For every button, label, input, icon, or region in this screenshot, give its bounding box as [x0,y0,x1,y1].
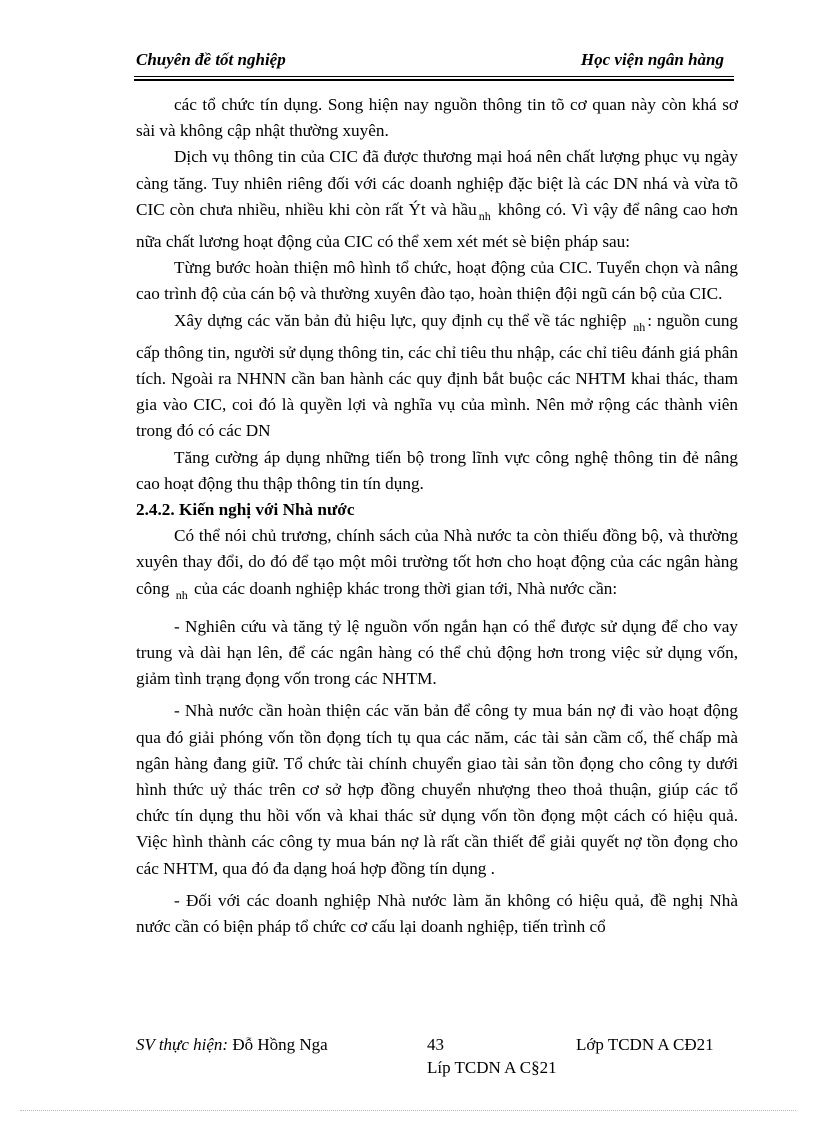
header-left: Chuyên đề tốt nghiệp [136,50,286,69]
header-right: Học viện ngân hàng [580,50,724,69]
header-rule-thick [134,79,734,81]
footer-author [136,1035,328,1055]
paragraph: Tăng cường áp dụng những tiến bộ trong lĩnh vực công nghệ thông tin đẻ nâng cao hoạt động thu thập thông tin tín dụng. [136,447,738,493]
paragraph-text: : nguồn cung cấp thông tin, người sử dụng thông tin, các chỉ tiêu thu nhập, các chỉ tiêu đánh giá phân tích. Ngoài ra NHNN cần ban hành các quy định bắt buộc các NHTM khai thác, tham gia vào CIC, coi đó là quyền lợi và nghĩa vụ của mình. Nên mở rộng các thành viên trong đó có các DN [136,310,739,441]
paragraph-text: Xây dựng các văn bản đủ hiệu lực, quy định cụ thể về tác nghiệp [174,310,627,330]
section-heading: 2.4.2. Kiến nghị với Nhà nước [136,500,355,520]
paragraph-text: không có. Vì vậy để nâng cao hơn nữa chất lương hoạt động của CIC có thể xem xét mét sè biện pháp sau: [136,199,739,252]
page-bottom-border [20,1110,796,1111]
bullet-paragraph: - Nhà nước cần hoàn thiện các văn bản để công ty mua bán nợ đi vào hoạt động qua đó giải phóng vốn tồn đọng tích tụ qua các năm, các tài sản cầm cố, thế chấp mà ngân hàng đang giữ. Tổ chức tài chính chuyển giao tài sản tồn đọng cho công ty dưới hình thức uỷ thác trên cơ sở hợp đồng chuyển nhượng theo thoả thuận, giúp các tổ chức tín dụng thu hồi vốn và khai thác sử dụng vốn tồn đọng một cách có hiệu quả. Việc hình thành các công ty mua bán nợ là rất cần thiết để giải quyết nợ tồn đọng cho các NHTM, qua đó đa dạng hoá hợp đồng tín dụng . [136,701,738,878]
footer-class-garbled: Líp TCDN A C§21 [427,1058,557,1077]
paragraph [136,144,738,255]
paragraph: các tổ chức tín dụng. Song hiện nay nguồn thông tin tõ cơ quan này còn khá sơ sài và không cập nhật thường xuyên. [136,95,738,141]
paragraph [136,308,738,445]
paragraph [136,523,738,608]
paragraph-text: Có thể nói chủ trương, chính sách của Nhà nước ta còn thiếu đồng bộ, và thường xuyên thay đổi, do đó để tạo một môi trường tốt hơn cho hoạt động của các ngân hàng công [136,526,738,598]
page-number: 43 [427,1035,444,1054]
paragraph-text: Dịch vụ thông tin của CIC đã được thương mại hoá nên chất lượng phục vụ ngày càng tăng. Tuy nhiên riêng đối với các doanh nghiệp đặc biệt là các DN nhá và vừa tõ CIC còn chưa nhiều, nhiều khi còn rất Ýt và hầu [136,147,738,219]
subscript-text: nh [478,208,491,223]
subscript-text: nh [633,319,646,334]
bullet-paragraph: - Đối với các doanh nghiệp Nhà nước làm ăn không có hiệu quả, đề nghị Nhà nước cần có biện pháp tổ chức cơ cấu lại doanh nghiệp, tiến trình cổ [136,890,738,937]
footer-author-name: Đỗ Hồng Nga [228,1035,328,1054]
body-text [136,92,738,940]
header-rule [134,76,734,77]
footer-class: Lớp TCDN A CĐ21 [576,1035,714,1054]
paragraph: Từng bước hoàn thiện mô hình tổ chức, hoạt động của CIC. Tuyển chọn và nâng cao trình độ của cán bộ và thường xuyên đào tạo, hoàn thiện đội ngũ cán bộ của CIC. [136,258,738,304]
paragraph-text: của các doanh nghiệp khác trong thời gian tới, Nhà nước cần: [194,578,618,598]
bullet-paragraph: - Nghiên cứu và tăng tỷ lệ nguồn vốn ngắn hạn có thể được sử dụng để cho vay trung và dài hạn lên, để các ngân hàng có thể chủ động hơn trong việc sử dụng vốn, giảm tình trạng đọng vốn trong các NHTM. [136,616,738,689]
subscript-text: nh [175,587,188,602]
footer-author-label: SV thực hiện: [136,1035,229,1054]
